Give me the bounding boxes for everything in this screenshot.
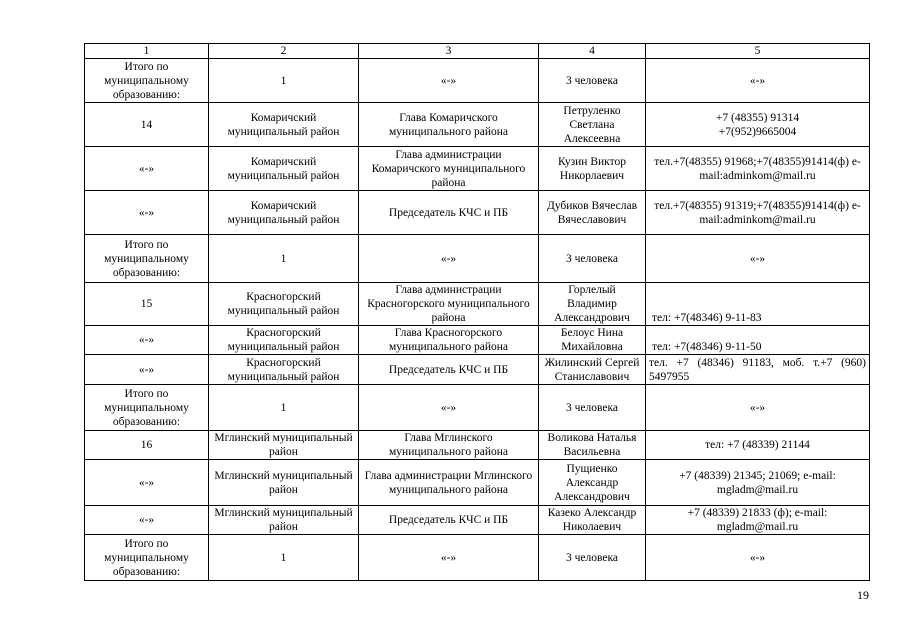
cell-person: Воликова Наталья Васильевна [539,431,646,460]
cell-municipality: Комаричский муниципальный район [209,147,359,191]
cell-contacts: тел.+7(48355) 91319;+7(48355)91414(ф) e-mail:adminkom@mail.ru [646,191,870,235]
cell-position: Глава Мглинского муниципального района [359,431,539,460]
cell-person: 3 человека [539,385,646,431]
cell-person: Дубиков Вячеслав Вячеславович [539,191,646,235]
cell-number: «-» [85,191,209,235]
table-row [85,460,870,506]
table-row [85,103,870,147]
cell-position: «-» [359,235,539,283]
cell-position: Глава администрации Красногорского муниципального района [359,283,539,326]
cell-number: 15 [85,283,209,326]
header-cell: 5 [646,44,870,59]
cell-position: Председатель КЧС и ПБ [359,191,539,235]
cell-contacts: тел.+7(48355) 91968;+7(48355)91414(ф) e-mail:adminkom@mail.ru [646,147,870,191]
cell-municipality: 1 [209,59,359,103]
header-cell: 4 [539,44,646,59]
table-row [85,385,870,431]
cell-position: Глава Комаричского муниципального района [359,103,539,147]
cell-number: 14 [85,103,209,147]
table-row [85,355,870,385]
cell-municipality: 1 [209,535,359,581]
cell-person: Горлелый Владимир Александрович [539,283,646,326]
cell-position: Глава администрации Комаричского муниципального района [359,147,539,191]
table-row [85,59,870,103]
cell-number: Итого по муниципальному образованию: [85,235,209,283]
cell-municipality: Красногорский муниципальный район [209,326,359,355]
cell-person: 3 человека [539,59,646,103]
cell-number: «-» [85,355,209,385]
header-cell: 3 [359,44,539,59]
cell-municipality: Мглинский муниципальный район [209,506,359,535]
cell-municipality: 1 [209,235,359,283]
header-row [85,44,870,59]
header-cell: 1 [85,44,209,59]
table-row [85,326,870,355]
cell-number: «-» [85,506,209,535]
cell-person: Петруленко Светлана Алексеевна [539,103,646,147]
cell-number: «-» [85,460,209,506]
table-row [85,506,870,535]
cell-position: «-» [359,535,539,581]
cell-municipality: Красногорский муниципальный район [209,355,359,385]
contacts-table [84,43,870,581]
cell-position: Глава администрации Мглинского муниципального района [359,460,539,506]
cell-number: «-» [85,147,209,191]
cell-position: Глава Красногорского муниципального района [359,326,539,355]
cell-contacts: +7 (48339) 21345; 21069; e-mail: mgladm@mail.ru [646,460,870,506]
page-number: 19 [857,588,869,602]
cell-contacts: тел: +7(48346) 9-11-50 [646,326,870,355]
table-row [85,535,870,581]
cell-municipality: 1 [209,385,359,431]
cell-contacts: «-» [646,235,870,283]
cell-number: «-» [85,326,209,355]
cell-number: 16 [85,431,209,460]
cell-contacts: тел. +7 (48346) 91183, моб. т.+7 (960) 5497955 [646,355,870,385]
cell-position: Председатель КЧС и ПБ [359,506,539,535]
cell-position: «-» [359,59,539,103]
table-row [85,283,870,326]
cell-person: 3 человека [539,235,646,283]
cell-contacts: тел: +7(48346) 9-11-83 [646,283,870,326]
table-row [85,235,870,283]
cell-person: 3 человека [539,535,646,581]
cell-number: Итого по муниципальному образованию: [85,385,209,431]
cell-municipality: Комаричский муниципальный район [209,103,359,147]
cell-municipality: Мглинский муниципальный район [209,460,359,506]
cell-contacts: +7 (48355) 91314 +7(952)9665004 [646,103,870,147]
table-row [85,147,870,191]
cell-contacts: тел: +7 (48339) 21144 [646,431,870,460]
cell-position: «-» [359,385,539,431]
cell-contacts: +7 (48339) 21833 (ф); e-mail: mgladm@mail.ru [646,506,870,535]
table-row [85,191,870,235]
cell-person: Жилинский Сергей Станиславович [539,355,646,385]
cell-contacts: «-» [646,385,870,431]
cell-position: Председатель КЧС и ПБ [359,355,539,385]
cell-number: Итого по муниципальному образованию: [85,59,209,103]
header-cell: 2 [209,44,359,59]
cell-contacts: «-» [646,535,870,581]
table-row [85,431,870,460]
cell-person: Белоус Нина Михайловна [539,326,646,355]
cell-number: Итого по муниципальному образованию: [85,535,209,581]
cell-municipality: Красногорский муниципальный район [209,283,359,326]
cell-contacts: «-» [646,59,870,103]
cell-municipality: Мглинский муниципальный район [209,431,359,460]
cell-person: Казеко Александр Николаевич [539,506,646,535]
cell-person: Кузин Виктор Никорлаевич [539,147,646,191]
cell-person: Пущиенко Александр Александрович [539,460,646,506]
cell-municipality: Комаричский муниципальный район [209,191,359,235]
